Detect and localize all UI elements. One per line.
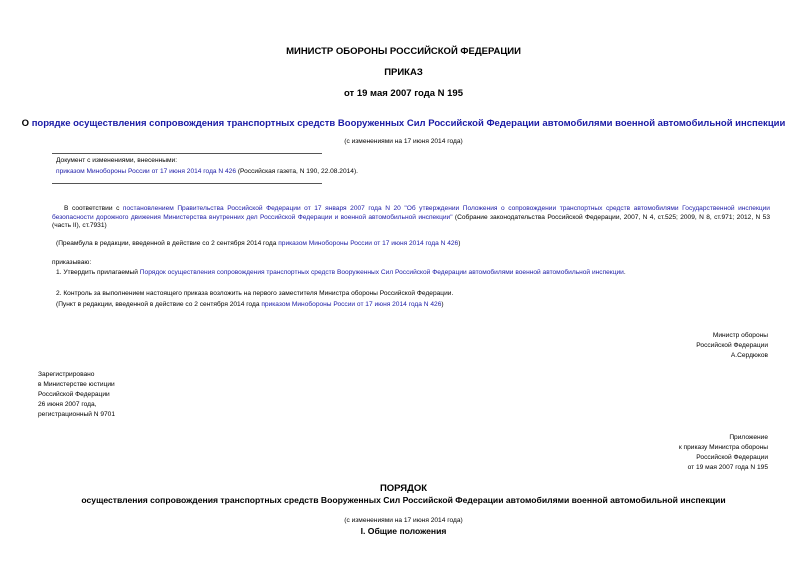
doc-title-link[interactable]: порядке осуществления сопровождения транспортных средств Вооруженных Сил Российской Федерации автомобилями военной автомобильной инспекции: [31, 118, 786, 129]
doc-type-heading: ПРИКАЗ: [384, 67, 423, 78]
ministry-heading: МИНИСТР ОБОРОНЫ РОССИЙСКОЙ ФЕДЕРАЦИИ: [286, 46, 521, 57]
preamble-note-prefix: (Преамбула в редакции, введенной в действие со 2 сентября 2014 года: [56, 240, 279, 247]
procedure-title: ПОРЯДОК: [379, 483, 428, 494]
registration-line-3: Российской Федерации: [38, 391, 110, 398]
registration-line-4: 26 июня 2007 года,: [38, 401, 97, 408]
registration-line-1: Зарегистрировано: [38, 371, 95, 378]
preamble-note: [56, 240, 460, 247]
preamble-suffix: (Собрание законодательства Российской Федерации, 2007, N 4, ст.525; 2009, N 8, ст.971; 2012, N 53 (часть II), ст.7931): [52, 213, 771, 230]
section-heading: I. Общие положения: [360, 526, 447, 536]
changes-label: Документ с изменениями, внесенными:: [56, 157, 178, 164]
item-2-note: [56, 301, 444, 308]
divider-bottom: [52, 183, 322, 184]
divider-top: [52, 153, 322, 154]
signature-line-1: Министр обороны: [712, 332, 768, 339]
item-2-note-suffix: ): [441, 301, 444, 308]
changes-line: [56, 168, 358, 175]
doc-title: [0, 118, 807, 129]
preamble-note-link[interactable]: приказом Минобороны России от 17 июня 2014 года N 426: [278, 240, 459, 247]
signature-line-2: Российской Федерации: [696, 342, 768, 349]
doc-revision: (с изменениями на 17 июня 2014 года): [344, 138, 463, 145]
registration-line-2: в Министерстве юстиции: [38, 381, 115, 388]
appendix-line-3: Российской Федерации: [696, 454, 768, 461]
signature-name: А.Сердюков: [730, 352, 768, 359]
item-2: 2. Контроль за выполнением настоящего приказа возложить на первого заместителя Министра обороны Российской Федерации.: [56, 290, 454, 297]
changes-link[interactable]: приказом Минобороны России от 17 июня 2014 года N 426: [56, 168, 237, 175]
item-1-link[interactable]: Порядок осуществления сопровождения транспортных средств Вооруженных Сил Российской Федерации автомобилями военной автомобильной инспекции: [139, 269, 624, 276]
item-1-suffix: .: [623, 269, 626, 276]
appendix-line-2: к приказу Министра обороны: [678, 444, 768, 451]
changes-suffix: (Российская газета, N 190, 22.08.2014).: [236, 168, 358, 175]
preamble-link[interactable]: постановлением Правительства Российской Федерации от 17 января 2007 года N 20 "Об утверждении Положения о сопровождении транспортных средств автомобилями Государственной инспекции безопасности дорожного движения Министерства внутренних дел Российской Федерации и военной автомобильной инспекции": [52, 205, 770, 221]
procedure-subtitle: осуществления сопровождения транспортных средств Вооруженных Сил Российской Федерации автомобилями военной автомобильной инспекции: [81, 495, 726, 505]
preamble-prefix: В соответствии с: [64, 205, 123, 212]
procedure-revision: (с изменениями на 17 июня 2014 года): [344, 517, 463, 524]
order-word: приказываю:: [52, 259, 92, 266]
doc-title-prefix: О: [21, 118, 32, 129]
item-1: [56, 269, 626, 276]
preamble-paragraph: [52, 205, 770, 231]
appendix-line-4: от 19 мая 2007 года N 195: [687, 464, 768, 471]
item-2-note-link[interactable]: приказом Минобороны России от 17 июня 2014 года N 426: [261, 301, 442, 308]
appendix-line-1: Приложение: [729, 434, 768, 441]
registration-line-5: регистрационный N 9701: [38, 411, 116, 418]
doc-date-number: от 19 мая 2007 года N 195: [343, 88, 464, 99]
item-1-prefix: 1. Утвердить прилагаемый: [56, 269, 140, 276]
preamble-note-suffix: ): [458, 240, 461, 247]
item-2-note-prefix: (Пункт в редакции, введенной в действие со 2 сентября 2014 года: [56, 301, 262, 308]
